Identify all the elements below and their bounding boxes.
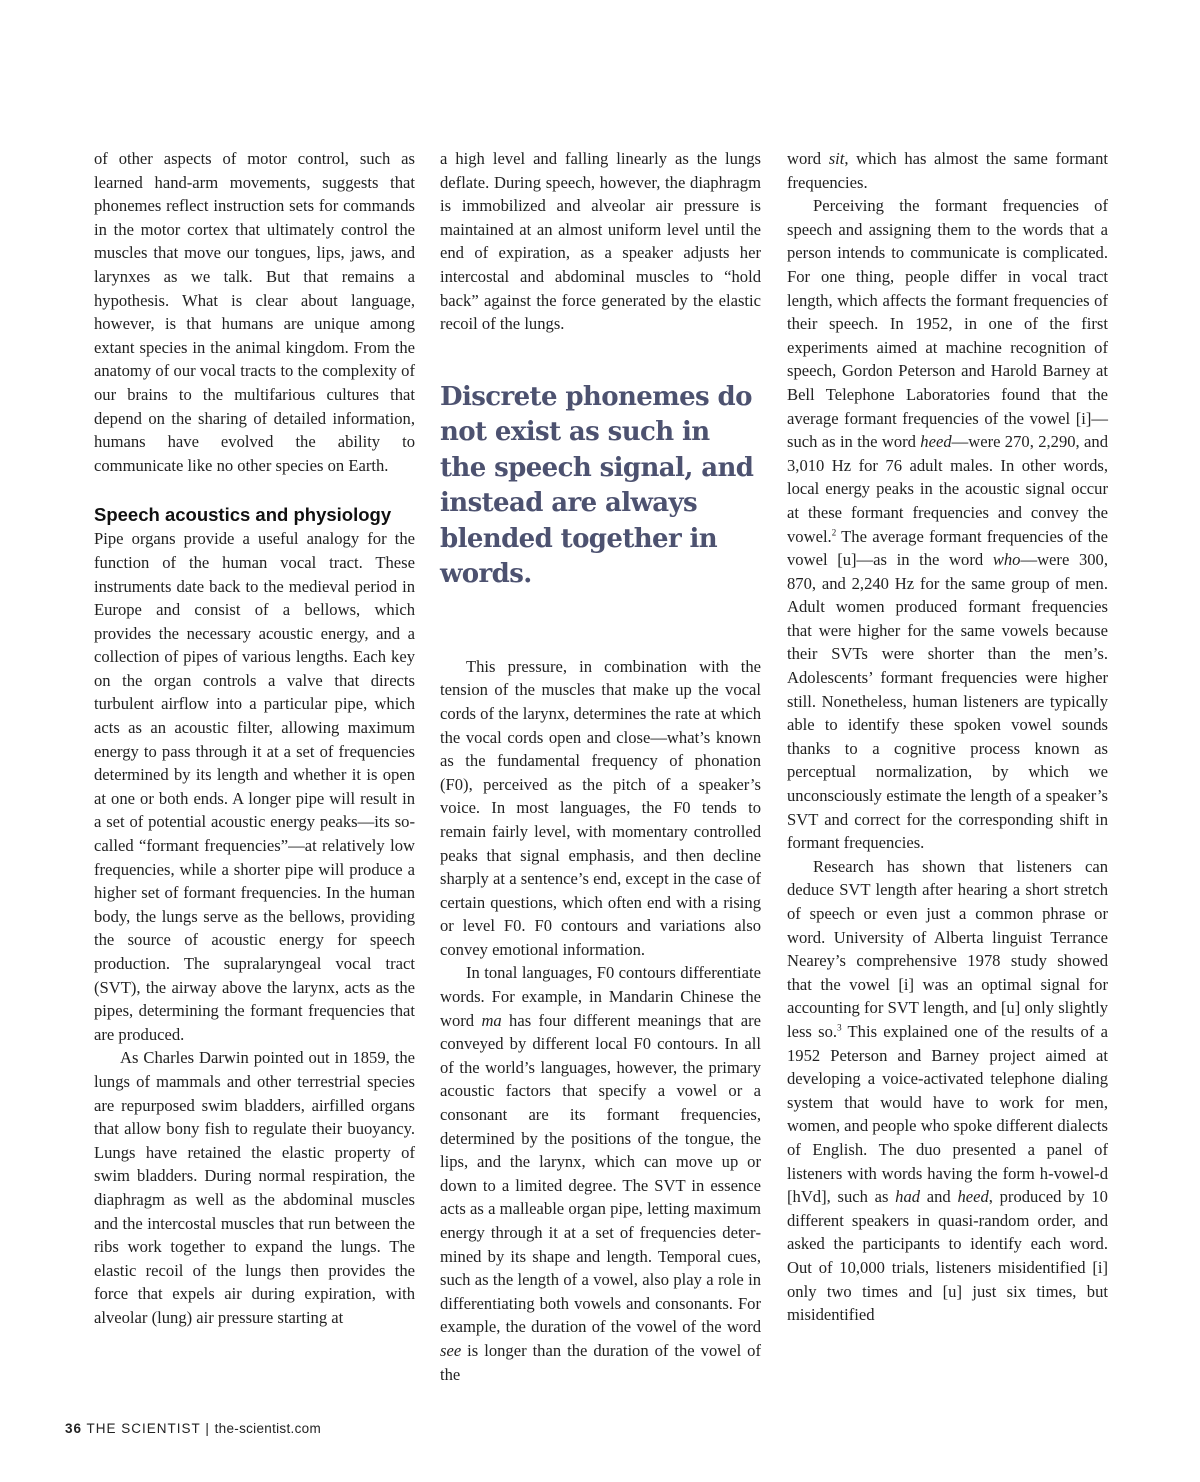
text-run: —were 270, 2,290, and 3,010 Hz for 76 adult males. In other words, local energy peaks in the acoustic signal occur at these formant frequencies and convey the vowel. xyxy=(787,432,1109,546)
text-run: and xyxy=(920,1187,958,1207)
text-run: —were 300, 870, and 2,240 Hz for the same group of men. Adult women produced formant frequencies that were higher for the same vowels because their SVTs were shorter than the men’s. Adolescents’ formant frequencies were higher still. Nonetheless, human listeners are typically able to identify these spoken vowel sounds thanks to a cognitive process known as perceptual normalization, by which we unconsciously estimate the length of a speaker’s SVT and correct for the corresponding shift in formant frequencies. xyxy=(787,550,1108,853)
body-paragraph: of other aspects of motor control, such as learned hand-arm movements, suggests that phonemes reflect instruction sets for commands in the motor cortex that ultimately control the muscles that move our tongues, lips, jaws, and larynxes as we talk. But that remains a hypothesis. What is clear about language, however, is that humans are unique among extant species in the animal kingdom. From the anatomy of our vocal tracts to the complexity of our brains to the multifarious cultures that depend on the sharing of detailed information, humans have evolved the ability to communicate like no other species on Earth. xyxy=(94,149,415,475)
text-run: is longer than the duration of the vowel of the xyxy=(440,1340,761,1384)
text-run: The average formant frequencies of the vowel [u]—as in the word xyxy=(787,526,1108,570)
italic-word: sit xyxy=(828,149,845,168)
italic-word: heed xyxy=(957,1187,989,1207)
section-subheading: Speech acoustics and physiology xyxy=(94,504,392,526)
body-paragraph: As Charles Darwin pointed out in 1859, the lungs of mammals and other terrestrial species are repurposed swim bladders, airfilled organs that allow bony fish to regulate their buoyancy. Lungs have retained the elastic property of swim bladders. During normal respiration, the diaphragm as well as the abdominal muscles and the intercostal muscles that run between the ribs work together to expand the lungs. The elastic recoil of the lungs then provides the force that expels air during expiration, with alveolar (lung) air pressure starting at xyxy=(94,1048,415,1327)
text-run: This explained one of the results of a 1952 Peterson and Barney project aimed at developing a voice-activated telephone dialing system that would have to work for men, women, and people who spoke different dialects of English. The duo presented a panel of listeners with words having the form h-vowel-d [hVd], such as xyxy=(787,1021,1108,1207)
column-2 xyxy=(440,147,761,1386)
page-number: 36 xyxy=(65,1421,83,1436)
text-run: , produced by 10 different speakers in quasi-random order, and asked the participants to identify each word. Out of 10,000 trials, listeners misidentified [i] only two times and [u] just six times, but misidentified xyxy=(787,1187,1108,1325)
italic-word: ma xyxy=(481,1010,502,1030)
column-3 xyxy=(787,147,1108,1327)
text-run: Research has shown that listeners can deduce SVT length after hearing a short stretch of speech or even just a common phrase or word. University of Alberta linguist Terrance Nearey’s comprehensive 1978 study showed that the vowel [i] was an optimal signal for accounting for SVT length, and [u] only slightly less so. xyxy=(787,856,1108,1041)
text-run: has four different meanings that are conveyed by different local F0 contours. In all of the world’s languages, however, the primary acoustic factors that specify a vowel or a consonant are its formant frequencies, determined by the positions of the tongue, the lips, and the larynx, which can move up or down to a limited degree. The SVT in essence acts as a malleable organ pipe, letting maximum energy through it at a set of frequencies determined by its shape and length. Temporal cues, such as the length of a vowel, also play a role in differentiating both vowels and consonants. For example, the duration of the vowel of the word xyxy=(440,1010,761,1337)
magazine-name: THE SCIENTIST xyxy=(86,1421,201,1436)
body-paragraph: a high level and falling linearly as the lungs deflate. During speech, however, the diaphragm is immobilized and alveolar air pressure is maintained at an almost uniform level until the end of expiration, as a speaker adjusts her intercostal and abdominal muscles to “hold back” against the force generated by the elastic recoil of the lungs. xyxy=(440,149,761,334)
body-paragraph: Pipe organs provide a useful analogy for the function of the human vocal tract. These instruments date back to the medieval period in Europe and consist of a bellows, which provides the necessary acoustic energy, and a collection of pipes of various lengths. Each key on the organ controls a valve that directs turbulent airflow into a particular pipe, which acts as an acoustic filter, allowing maximum energy to pass through it at a set of frequencies determined by its length and whether it is open at one or both ends. A longer pipe will result in a set of potential acoustic energy peaks—its socalled “formant frequencies”—at relatively low frequencies, while a shorter pipe will produce a higher set of formant frequencies. In the human body, the lungs serve as the bellows, providing the source of acoustic energy for speech production. The supralaryngeal vocal tract (SVT), the airway above the larynx, acts as the pipes, determining the formant frequencies that are produced. xyxy=(94,529,415,1044)
text-run: word xyxy=(787,149,829,168)
footer-separator: | xyxy=(205,1421,210,1436)
text-run: , which has almost the same formant frequencies. xyxy=(787,149,1108,192)
column-1 xyxy=(94,147,415,1330)
text-run: Perceiving the formant frequencies of speech and assigning them to the words that a person intends to communicate is complicated. For one thing, people differ in vocal tract length, which affects the formant frequencies of their speech. In 1952, in one of the first experiments aimed at machine recognition of speech, Gordon Peterson and Harold Barney at Bell Telephone Laboratories found that the average formant frequencies of the vowel [i]—such as in the word xyxy=(787,196,1108,452)
italic-word: had xyxy=(895,1187,921,1207)
pull-quote: Discrete phonemes do not exist as such in the speech signal, and instead are always blended together in words. xyxy=(440,381,754,590)
body-paragraph xyxy=(787,147,1108,194)
italic-word: heed xyxy=(920,432,952,452)
page-footer xyxy=(65,1421,321,1436)
text-run: In tonal languages, F0 contours differentiate words. For example, in Mandarin Chinese the word xyxy=(440,963,761,1030)
reference-superscript: 3 xyxy=(837,1022,842,1033)
footer-url: the-scientist.com xyxy=(214,1421,321,1436)
italic-word: see xyxy=(440,1340,462,1360)
body-paragraph xyxy=(787,855,1108,1327)
italic-word: who xyxy=(992,550,1021,570)
reference-superscript: 2 xyxy=(831,526,837,537)
body-paragraph xyxy=(787,194,1108,855)
body-paragraph: This pressure, in combination with the tension of the muscles that make up the vocal cords of the larynx, determines the rate at which the vocal cords open and close—what’s known as the fundamental frequency of phonation (F0), perceived as the pitch of a speaker’s voice. In most languages, the F0 tends to remain fairly level, with momentary controlled peaks that signal emphasis, and then decline sharply at a sentence’s end, except in the case of certain questions, which often end with a rising or level F0. F0 contours and variations also convey emotional information. xyxy=(440,656,761,959)
body-paragraph xyxy=(440,961,761,1386)
